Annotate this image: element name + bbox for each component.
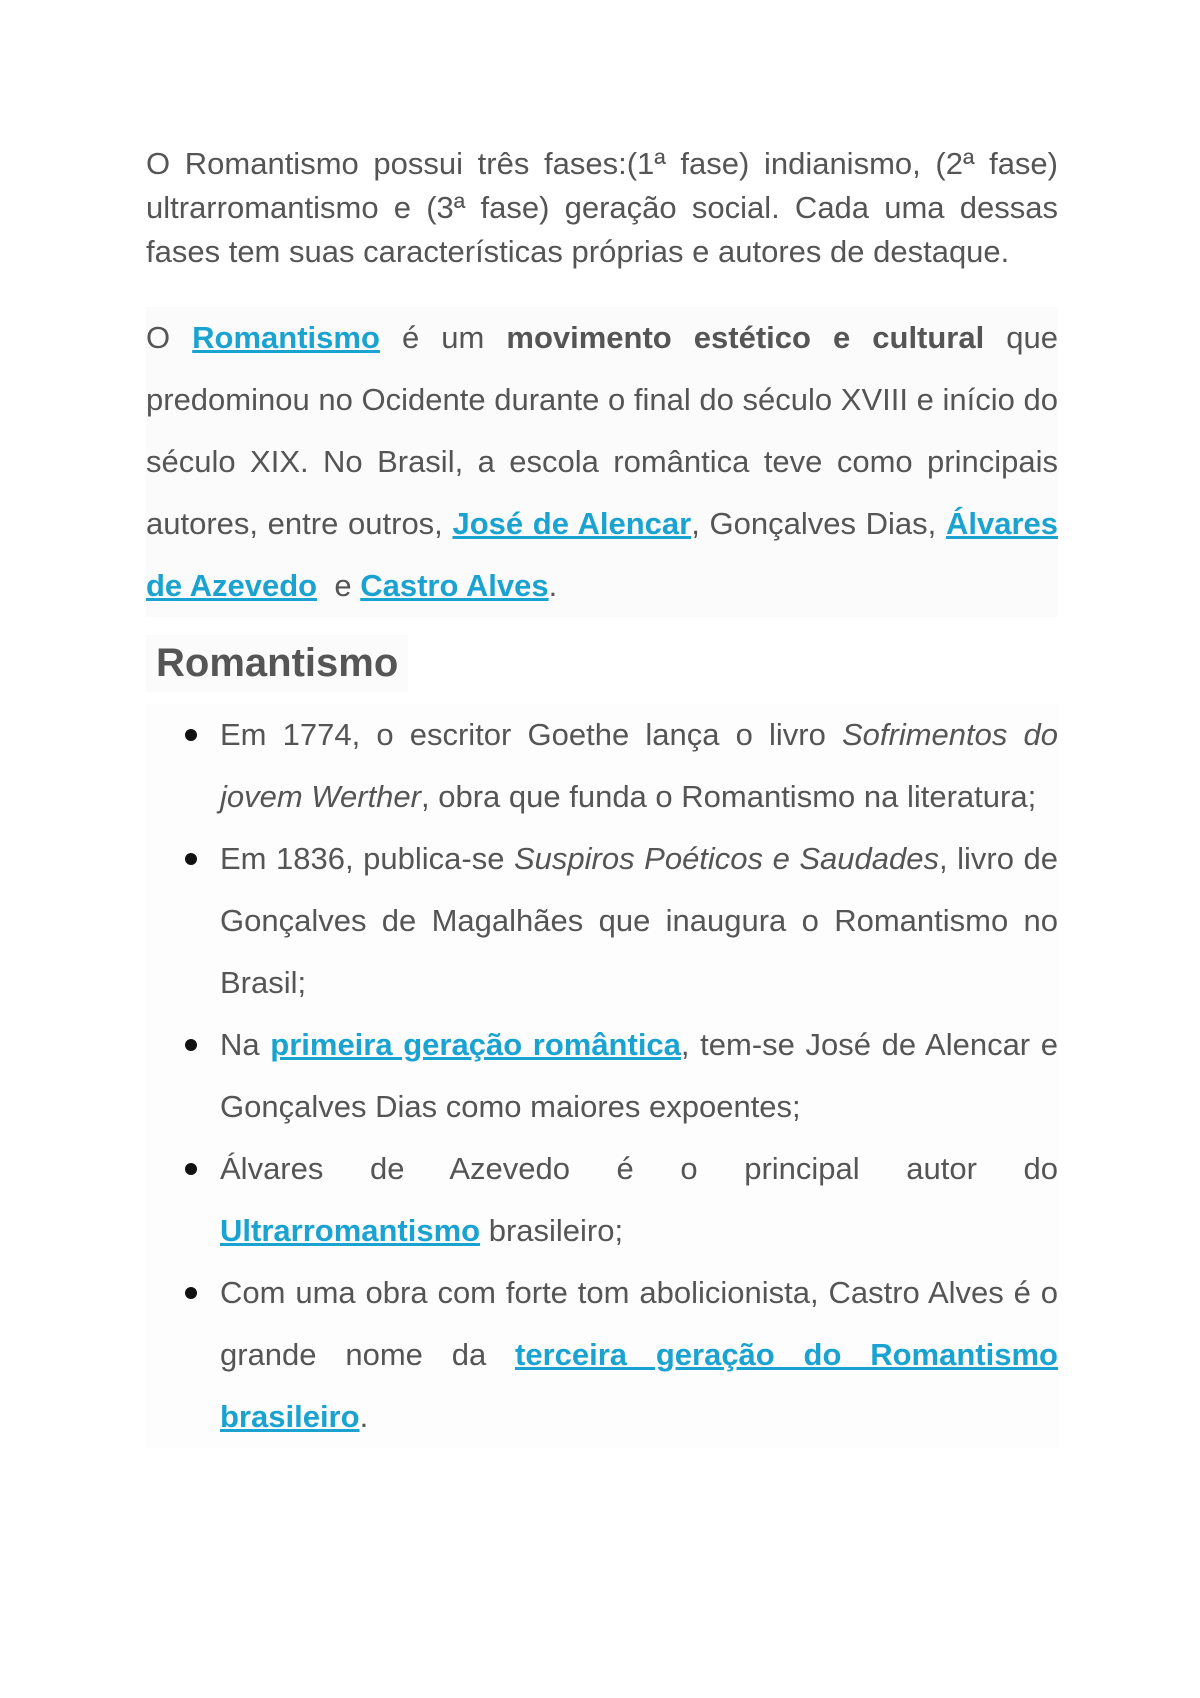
- link-terceira-geracao[interactable]: terceira geração do Romantismo brasileiro: [220, 1337, 1058, 1434]
- text-span: Com uma obra com forte tom abolicionista, Castro Alves é o grande nome da: [220, 1275, 1058, 1372]
- text-span: brasileiro;: [480, 1213, 624, 1248]
- definition-paragraph: [146, 307, 1058, 617]
- text-span: e: [317, 568, 361, 603]
- text-span: Em 1836, publica-se: [220, 841, 514, 876]
- link-primeira-geracao[interactable]: primeira geração romântica: [270, 1027, 681, 1062]
- timeline-list: [146, 704, 1058, 1448]
- bullet-icon: [185, 1039, 197, 1051]
- text-span: Na: [220, 1027, 271, 1062]
- text-span: , obra que funda o Romantismo na literatura;: [421, 779, 1037, 814]
- list-item: [220, 828, 1058, 1014]
- section-heading: Romantismo: [146, 635, 408, 692]
- link-castro-alves[interactable]: Castro Alves: [360, 568, 549, 603]
- list-item: [220, 704, 1058, 828]
- bold-movimento: movimento estético e cultural: [506, 320, 985, 355]
- list-item: [220, 1014, 1058, 1138]
- link-romantismo[interactable]: Romantismo: [192, 320, 380, 355]
- text-span: .: [548, 568, 558, 603]
- link-alvares-de-azevedo[interactable]: Álvares de Azevedo: [146, 506, 1058, 603]
- list-item: [220, 1138, 1058, 1262]
- text-span: , livro de Gonçalves de Magalhães que inaugura o Romantismo no Brasil;: [220, 841, 1058, 1000]
- bullet-icon: [185, 1287, 197, 1299]
- text-span: O: [146, 320, 193, 355]
- link-ultrarromantismo[interactable]: Ultrarromantismo: [220, 1213, 481, 1248]
- text-span: , Gonçalves Dias,: [691, 506, 946, 541]
- italic-title: Suspiros Poéticos e Saudades: [514, 841, 939, 876]
- list-item: [220, 1262, 1058, 1448]
- link-jose-de-alencar[interactable]: José de Alencar: [452, 506, 692, 541]
- italic-title: Sofrimentos do jovem Werther: [220, 717, 1058, 814]
- text-span: , tem-se José de Alencar e Gonçalves Dias como maiores expoentes;: [220, 1027, 1059, 1124]
- text-span: .: [359, 1399, 369, 1434]
- text-span: que predominou no Ocidente durante o final do século XVIII e início do século XIX. No Brasil, a escola romântica teve como principais autores, entre outros,: [146, 320, 1059, 541]
- intro-paragraph: O Romantismo possui três fases:(1ª fase) indianismo, (2ª fase) ultrarromantismo e (3ª fase) geração social. Cada uma dessas fases tem suas características próprias e autores de destaque.: [146, 146, 1058, 269]
- bullet-icon: [185, 853, 197, 865]
- text-span: Álvares de Azevedo é o principal autor do: [220, 1151, 1058, 1186]
- bullet-icon: [185, 729, 197, 741]
- bullet-icon: [185, 1163, 197, 1175]
- document-page: [146, 142, 1058, 1448]
- text-span: é um: [379, 320, 507, 355]
- text-span: Em 1774, o escritor Goethe lança o livro: [220, 717, 842, 752]
